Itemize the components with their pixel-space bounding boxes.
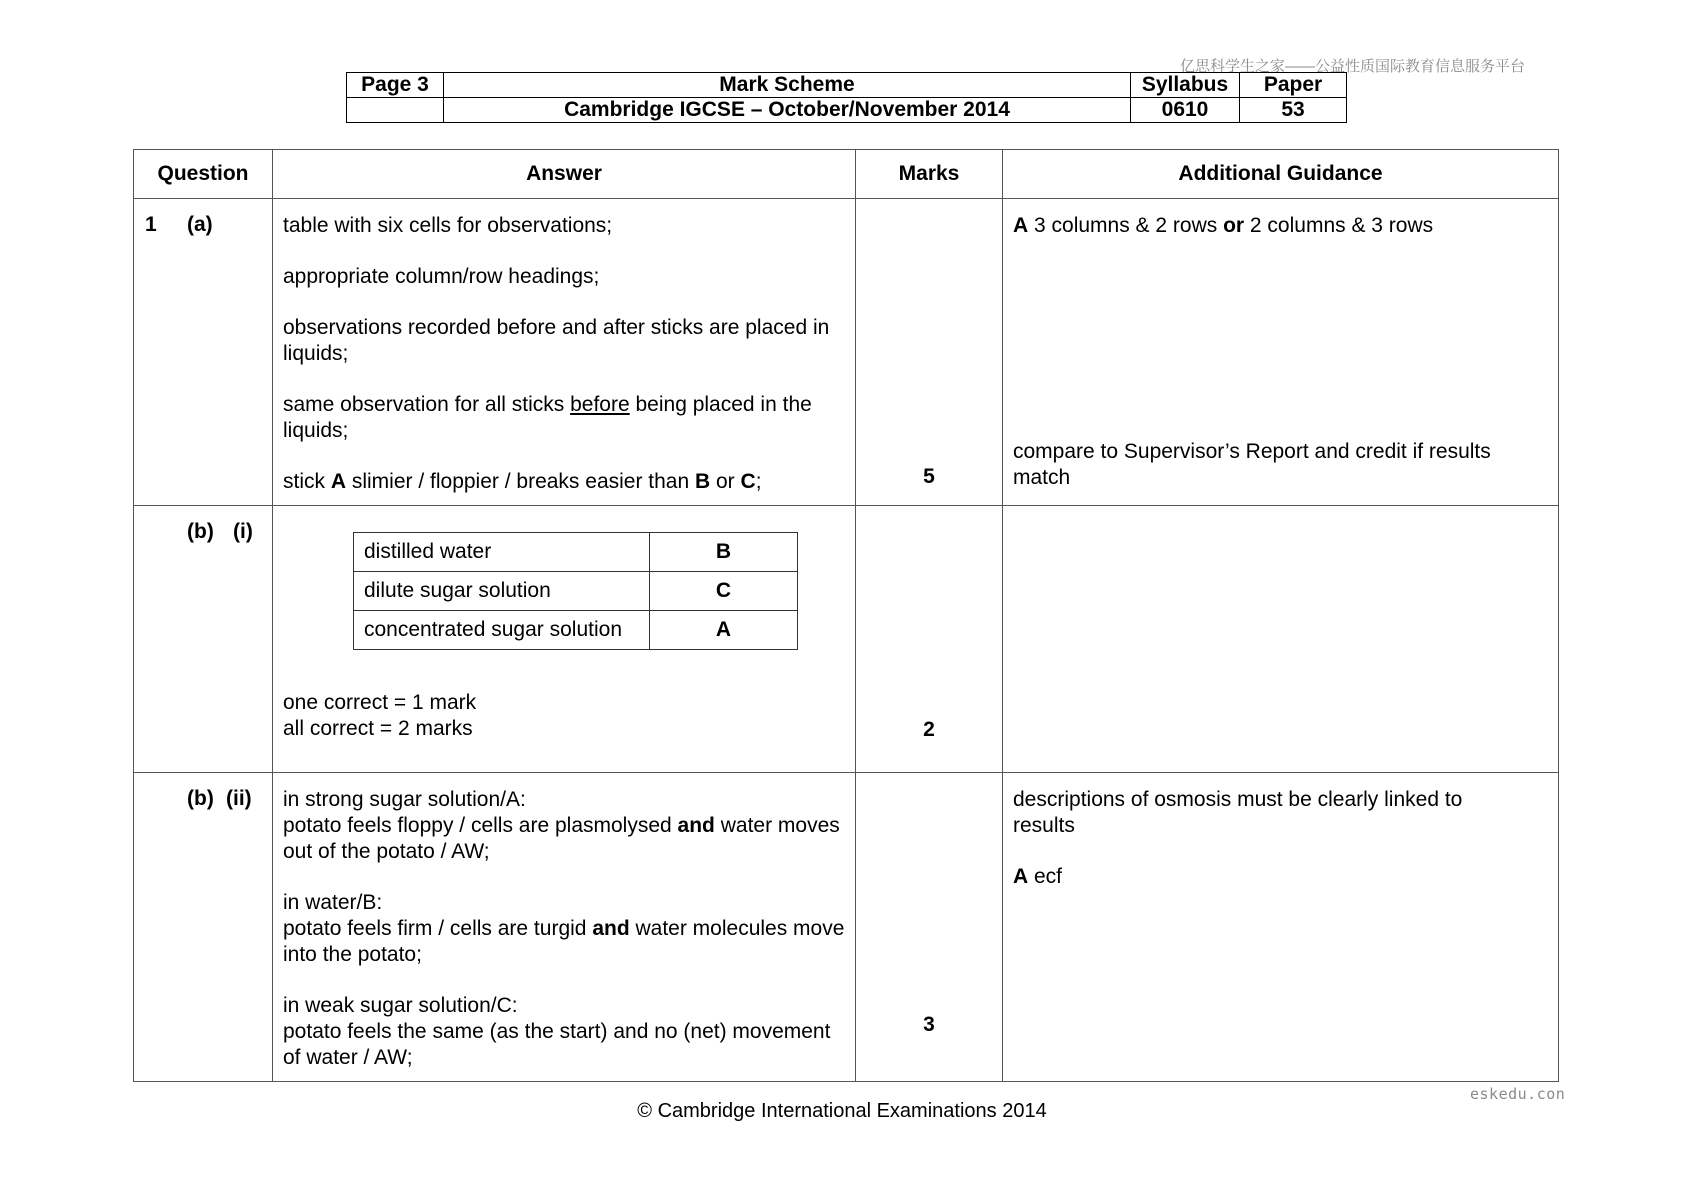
col-answer: Answer — [273, 150, 856, 199]
guidance-line: compare to Supervisor’s Report and credit if results match — [1013, 440, 1491, 489]
marks-cell — [856, 506, 1003, 773]
question-part: (b) — [187, 520, 214, 543]
table-row — [354, 533, 798, 572]
liquid-letter: B — [650, 533, 798, 572]
question-number: 1 — [145, 213, 157, 236]
answer-cell — [273, 506, 856, 773]
col-guidance: Additional Guidance — [1003, 150, 1559, 199]
col-question: Question — [134, 150, 273, 199]
mark-scheme-table — [133, 149, 1559, 1082]
scoring-line: one correct = 1 mark — [283, 691, 477, 714]
question-part: (b) — [187, 787, 214, 810]
watermark-footer-text: eskedu.con — [1470, 1085, 1566, 1103]
answer-block: in strong sugar solution/A: potato feels floppy / cells are plasmolysed and water moves out of the potato / AW; — [283, 788, 840, 863]
guidance-cell — [1003, 199, 1559, 506]
paper-label: Paper — [1240, 73, 1347, 98]
answer-line: same observation for all sticks before being placed in the liquids; — [283, 393, 812, 442]
answer-cell — [273, 199, 856, 506]
syllabus-value: 0610 — [1131, 98, 1240, 123]
answer-line: table with six cells for observations; — [283, 214, 613, 237]
page-header-table — [346, 72, 1347, 123]
table-row-1a — [134, 199, 1559, 506]
answer-block: in weak sugar solution/C: potato feels the same (as the start) and no (net) movement of water / AW; — [283, 994, 831, 1069]
answer-line: appropriate column/row headings; — [283, 265, 600, 288]
marks-value: 5 — [923, 465, 935, 488]
marks-cell — [856, 773, 1003, 1082]
guidance-cell — [1003, 773, 1559, 1082]
answer-cell — [273, 773, 856, 1082]
question-subpart: (ii) — [226, 787, 252, 810]
scoring-line: all correct = 2 marks — [283, 717, 473, 740]
liquid-letter: A — [650, 611, 798, 650]
empty-cell — [347, 98, 444, 123]
marks-cell — [856, 199, 1003, 506]
copyright-footer: © Cambridge International Examinations 2014 — [637, 1100, 1047, 1122]
table-row-1bii — [134, 773, 1559, 1082]
question-part: (a) — [187, 213, 213, 236]
guidance-line: A 3 columns & 2 rows or 2 columns & 3 rows — [1013, 214, 1434, 237]
doc-title: Mark Scheme — [444, 73, 1131, 98]
table-row-1bi — [134, 506, 1559, 773]
liquid-letter: C — [650, 572, 798, 611]
answer-block: in water/B: potato feels firm / cells are turgid and water molecules move into the potato; — [283, 891, 845, 966]
guidance-cell — [1003, 506, 1559, 773]
marks-value: 3 — [923, 1013, 935, 1036]
question-subpart: (i) — [233, 520, 253, 543]
watermark-header-text: 亿思科学生之家——公益性质国际教育信息服务平台 — [1180, 58, 1526, 75]
paper-value: 53 — [1240, 98, 1347, 123]
question-cell — [134, 506, 273, 773]
liquid-name: dilute sugar solution — [354, 572, 650, 611]
liquid-match-table — [353, 532, 798, 650]
table-row — [354, 572, 798, 611]
answer-line: stick A slimier / floppier / breaks easier than B or C; — [283, 470, 762, 493]
marks-value: 2 — [923, 718, 935, 741]
liquid-name: distilled water — [354, 533, 650, 572]
table-row — [354, 611, 798, 650]
answer-line: observations recorded before and after sticks are placed in liquids; — [283, 316, 830, 365]
guidance-line: descriptions of osmosis must be clearly linked to results — [1013, 788, 1463, 837]
col-marks: Marks — [856, 150, 1003, 199]
question-cell — [134, 773, 273, 1082]
liquid-name: concentrated sugar solution — [354, 611, 650, 650]
doc-subtitle: Cambridge IGCSE – October/November 2014 — [444, 98, 1131, 123]
question-cell — [134, 199, 273, 506]
guidance-line: A ecf — [1013, 865, 1063, 888]
page-label: Page 3 — [347, 73, 444, 98]
syllabus-label: Syllabus — [1131, 73, 1240, 98]
